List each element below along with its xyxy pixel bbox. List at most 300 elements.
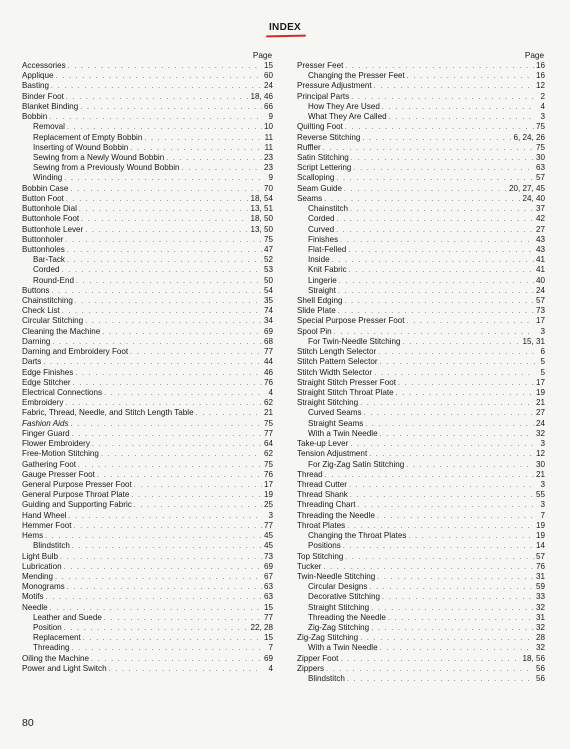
entry-page: 32 (535, 623, 545, 633)
entry-label: Embroidery (22, 398, 64, 408)
entry-page: 60 (263, 71, 273, 81)
entry-page: 74 (263, 306, 273, 316)
entry-page: 68 (263, 336, 273, 346)
entry-label: Check List (22, 306, 60, 316)
entry-page: 76 (263, 377, 273, 387)
page-column-header: Page (524, 51, 544, 60)
entry-page: 9 (268, 173, 273, 183)
index-entry (297, 562, 545, 572)
index-entry (297, 184, 545, 194)
leader-dots (343, 542, 534, 552)
entry-label: Free-Motion Stitching (22, 449, 99, 459)
entry-label: Sewing from a Previously Wound Bobbin (33, 163, 180, 173)
index-column-right (297, 51, 545, 684)
entry-page: 56 (535, 674, 545, 684)
index-entry (297, 306, 545, 316)
entry-label: Circular Designs (308, 582, 368, 592)
entry-label: Tension Adjustment (297, 449, 368, 459)
index-entry (297, 296, 545, 306)
index-entry (22, 603, 273, 613)
index-entry (297, 122, 545, 132)
index-entry (297, 490, 545, 500)
entry-page: 18, 50 (250, 214, 273, 224)
index-entry (297, 71, 545, 81)
entry-label: Zig-Zag Stitching (308, 623, 370, 633)
entry-page: 77 (263, 347, 273, 357)
entry-label: Thread Shank (297, 490, 348, 500)
leader-dots (377, 512, 535, 522)
index-entry (22, 194, 273, 204)
leader-dots (380, 430, 534, 440)
entry-label: Electrical Connections (22, 388, 103, 397)
index-entry (22, 388, 273, 398)
leader-dots (364, 409, 534, 419)
leader-dots (104, 614, 262, 624)
index-entry (22, 296, 273, 306)
entry-page: 11 (264, 142, 273, 152)
leader-dots (131, 491, 262, 501)
index-entry (297, 388, 545, 398)
leader-dots (196, 409, 262, 419)
entry-page: 44 (263, 357, 273, 367)
entry-label: Power and Light Switch (22, 663, 107, 673)
leader-dots (182, 164, 262, 174)
index-entry (297, 439, 545, 449)
entry-page: 45 (263, 541, 273, 551)
entry-label: Buttonholer (22, 234, 64, 244)
entry-label: Inserting of Wound Bobbin (33, 142, 129, 152)
index-entry (297, 133, 545, 143)
entry-page: 15, 31 (522, 336, 545, 346)
entry-page: 73 (535, 306, 545, 316)
entry-label: Replacement (33, 633, 81, 643)
entry-label: Hand Wheel (22, 510, 67, 520)
entry-page: 24, 40 (522, 193, 545, 203)
index-entry (22, 572, 273, 582)
index-entry (297, 143, 545, 153)
leader-dots (51, 82, 262, 92)
leader-dots (382, 593, 534, 603)
entry-label: Chainstitch (308, 204, 349, 214)
entry-page: 15 (263, 602, 273, 612)
entry-label: Gauge Presser Foot (22, 469, 95, 479)
index-entry (297, 235, 545, 245)
entry-label: Bar-Tack (33, 255, 65, 265)
entry-label: With a Twin Needle (308, 643, 378, 653)
entry-label: Sewing from a Newly Wound Bobbin (33, 152, 165, 162)
leader-dots (347, 675, 534, 685)
index-entry (297, 470, 545, 480)
index-entry (297, 153, 545, 163)
entry-page: 32 (535, 643, 545, 653)
entry-label: Presser Feet (297, 61, 344, 70)
index-entry (22, 449, 273, 459)
leader-dots (350, 491, 534, 501)
entry-page: 12 (535, 81, 545, 91)
entry-label: Take-up Lever (297, 439, 349, 449)
index-entry (297, 347, 545, 357)
entry-page: 2 (540, 91, 545, 101)
entry-page: 30 (535, 459, 545, 469)
entry-page: 33 (535, 592, 545, 602)
entry-page: 11 (264, 132, 273, 142)
leader-dots (75, 369, 262, 379)
entry-label: Corded (33, 265, 60, 275)
entry-label: General Purpose Throat Plate (22, 490, 130, 500)
entry-page: 56 (535, 663, 545, 673)
leader-dots (336, 226, 534, 236)
index-entry (22, 235, 273, 245)
leader-dots (349, 481, 535, 491)
index-entry (22, 143, 273, 153)
entry-label: Guiding and Supporting Fabric (22, 500, 132, 510)
leader-dots (130, 348, 262, 358)
leader-dots (345, 123, 534, 133)
entry-label: Thread Cutter (297, 479, 347, 489)
entry-label: Satin Stitching (297, 152, 349, 162)
index-entry (22, 643, 273, 653)
entry-label: Buttons (22, 285, 50, 295)
entry-page: 57 (535, 551, 545, 561)
leader-dots (73, 522, 262, 532)
index-entry (22, 500, 273, 510)
leader-dots (75, 297, 262, 307)
index-entry (297, 460, 545, 470)
leader-dots (358, 501, 536, 511)
entry-label: Decorative Stitching (308, 592, 380, 602)
index-entry (22, 439, 273, 449)
entry-label: Stitch Length Selector (297, 347, 377, 357)
entry-page: 10 (263, 122, 273, 132)
leader-dots (67, 583, 262, 593)
leader-dots (380, 358, 535, 368)
leader-dots (64, 624, 249, 634)
entry-label: Throat Plates (297, 520, 346, 530)
index-entry (297, 327, 545, 337)
index-entry (297, 572, 545, 582)
index-entry (22, 582, 273, 592)
leader-dots (351, 154, 534, 164)
entry-page: 22, 28 (250, 623, 273, 633)
index-entry (22, 337, 273, 347)
entry-page: 41 (535, 255, 545, 265)
index-entry (297, 449, 545, 459)
index-entry (297, 286, 545, 296)
entry-label: Reverse Stitching (297, 132, 361, 142)
entry-page: 17 (535, 316, 545, 326)
entry-page: 5 (540, 357, 545, 367)
entry-page: 19 (535, 531, 545, 541)
entry-page: 12 (535, 449, 545, 459)
entry-page: 24 (535, 418, 545, 428)
leader-dots (403, 338, 521, 348)
entry-label: Basting (22, 81, 49, 91)
index-entry (297, 357, 545, 367)
index-entry (297, 500, 545, 510)
entry-page: 24 (535, 285, 545, 295)
entry-label: Cleaning the Machine (22, 326, 101, 336)
entry-page: 31 (535, 571, 545, 581)
index-entry (22, 173, 273, 183)
entry-page: 32 (535, 602, 545, 612)
entry-label: With a Twin Needle (308, 428, 378, 438)
leader-dots (371, 624, 534, 634)
index-entry (22, 470, 273, 480)
leader-dots (71, 420, 262, 430)
index-entry (297, 552, 545, 562)
entry-label: Replacement of Empty Bobbin (33, 132, 143, 142)
leader-dots (345, 553, 534, 563)
entry-page: 66 (263, 101, 273, 111)
leader-dots (68, 62, 262, 72)
entry-label: Leather and Suede (33, 612, 102, 622)
leader-dots (166, 154, 262, 164)
entry-label: Circular Stitching (22, 316, 84, 326)
index-entry (297, 480, 545, 490)
leader-dots (332, 256, 534, 266)
entry-label: How They Are Used (308, 101, 380, 111)
leader-dots (407, 72, 534, 82)
entry-label: Zig-Zag Stitching (297, 633, 359, 643)
entry-label: Tucker (297, 561, 322, 571)
leader-dots (389, 113, 535, 123)
index-entry (297, 603, 545, 613)
leader-dots (408, 532, 534, 542)
leader-dots (323, 144, 534, 154)
entry-page: 4 (268, 663, 273, 673)
entry-label: Blindstitch (308, 674, 345, 684)
index-entry (22, 122, 273, 132)
entry-page: 57 (535, 296, 545, 306)
leader-dots (336, 174, 534, 184)
leader-dots (407, 317, 534, 327)
entry-label: Seams (297, 193, 323, 203)
leader-dots (67, 256, 262, 266)
index-entry (22, 133, 273, 143)
index-entry (22, 245, 273, 255)
entry-page: 3 (540, 439, 545, 449)
entry-page: 47 (263, 244, 273, 254)
leader-dots (350, 440, 535, 450)
leader-dots (45, 532, 262, 542)
entry-page: 70 (263, 183, 273, 193)
index-entry (297, 92, 545, 102)
entry-label: Position (33, 623, 62, 633)
entry-page: 6, 24, 26 (513, 132, 545, 142)
entry-page: 15 (263, 633, 273, 643)
index-entry (297, 337, 545, 347)
leader-dots (340, 655, 520, 665)
entry-page: 77 (263, 612, 273, 622)
index-entry (22, 633, 273, 643)
index-entry (22, 613, 273, 623)
entry-page: 75 (535, 122, 545, 132)
entry-page: 31 (535, 612, 545, 622)
leader-dots (365, 420, 534, 430)
entry-page: 41 (535, 265, 545, 275)
entry-label: Round-End (33, 275, 74, 285)
leader-dots (109, 665, 263, 675)
entry-page: 53 (263, 265, 273, 275)
entry-label: General Purpose Presser Foot (22, 479, 132, 489)
entry-label: Pressure Adjustment (297, 81, 372, 91)
entry-label: Removal (33, 122, 65, 132)
leader-dots (85, 226, 248, 236)
index-entry (22, 347, 273, 357)
entry-label: Buttonholes (22, 244, 65, 254)
index-entry (297, 255, 545, 265)
entry-label: Bobbin Case (22, 183, 69, 193)
entry-label: Motifs (22, 592, 44, 602)
entry-page: 75 (263, 459, 273, 469)
leader-dots (51, 287, 262, 297)
entry-label: Chainstitching (22, 296, 73, 306)
entry-page: 13, 51 (250, 204, 273, 214)
entry-label: Blanket Binding (22, 101, 79, 111)
entry-page: 3 (268, 510, 273, 520)
entry-label: Ruffler (297, 142, 321, 152)
entry-page: 14 (535, 541, 545, 551)
entry-label: Zippers (297, 663, 324, 673)
index-entry (22, 521, 273, 531)
entry-label: Oiling the Machine (22, 653, 90, 663)
index-entry (22, 541, 273, 551)
index-entry (297, 398, 545, 408)
index-entry (297, 531, 545, 541)
index-entry (22, 592, 273, 602)
entry-label: Needle (22, 602, 48, 612)
leader-dots (360, 399, 534, 409)
entry-page: 13, 50 (250, 224, 273, 234)
index-entry (22, 398, 273, 408)
entry-label: Button Foot (22, 193, 64, 203)
entry-page: 24 (263, 81, 273, 91)
index-entry (297, 102, 545, 112)
index-entry (297, 664, 545, 674)
leader-dots (134, 481, 262, 491)
entry-page: 64 (263, 439, 273, 449)
index-entry (22, 511, 273, 521)
leader-dots (396, 389, 534, 399)
entry-label: Winding (33, 173, 63, 183)
index-entry (297, 623, 545, 633)
entry-label: Seam Guide (297, 183, 342, 193)
entry-page: 55 (535, 490, 545, 500)
leader-dots (326, 665, 534, 675)
index-entry (297, 643, 545, 653)
entry-label: Changing the Presser Feet (308, 71, 405, 81)
leader-dots (104, 389, 263, 399)
leader-dots (85, 317, 262, 327)
leader-dots (374, 369, 535, 379)
index-entry (22, 368, 273, 378)
leader-dots (348, 246, 534, 256)
leader-dots (134, 501, 262, 511)
entry-page: 20, 27, 45 (508, 183, 545, 193)
leader-dots (337, 215, 534, 225)
index-entry (22, 184, 273, 194)
entry-page: 76 (535, 561, 545, 571)
entry-label: Finishes (308, 234, 339, 244)
entry-page: 54 (263, 285, 273, 295)
page-column-header: Page (252, 51, 272, 60)
leader-dots (144, 134, 262, 144)
entry-label: Light Bulb (22, 551, 58, 561)
entry-page: 18, 46 (250, 91, 273, 101)
entry-page: 43 (535, 234, 545, 244)
entry-label: Darts (22, 357, 42, 367)
entry-page: 73 (263, 551, 273, 561)
entry-page: 75 (263, 418, 273, 428)
entry-page: 4 (268, 388, 273, 397)
entry-page: 30 (535, 152, 545, 162)
index-entry (22, 408, 273, 418)
entry-label: Flower Embroidery (22, 439, 90, 449)
index-entry (297, 245, 545, 255)
entry-label: Binder Foot (22, 91, 64, 101)
leader-dots (69, 512, 263, 522)
entry-label: Accessories (22, 61, 66, 70)
leader-dots (324, 195, 520, 205)
index-entry (297, 408, 545, 418)
index-entry (22, 225, 273, 235)
index-entry (297, 592, 545, 602)
entry-label: Buttonhole Dial (22, 204, 77, 214)
index-entry (297, 368, 545, 378)
entry-label: Straight (308, 285, 336, 295)
leader-dots (398, 379, 534, 389)
leader-dots (325, 471, 534, 481)
leader-dots (92, 440, 262, 450)
index-entry (297, 112, 545, 122)
leader-dots (374, 82, 534, 92)
entry-label: Fashion Aids (22, 418, 69, 428)
entry-label: Darning and Embroidery Foot (22, 347, 129, 357)
leader-dots (76, 277, 262, 287)
entry-page: 52 (263, 255, 273, 265)
index-entry (297, 81, 545, 91)
entry-page: 76 (263, 469, 273, 479)
index-entry (22, 327, 273, 337)
leader-dots (338, 287, 534, 297)
entry-label: Monograms (22, 582, 65, 592)
entry-label: Thread (297, 469, 323, 479)
entry-label: Buttonhole Foot (22, 214, 80, 224)
entry-page: 9 (268, 112, 273, 122)
entry-page: 59 (535, 582, 545, 592)
entry-label: What They Are Called (308, 112, 387, 122)
index-entry (22, 153, 273, 163)
leader-dots (62, 307, 262, 317)
entry-page: 5 (540, 367, 545, 377)
leader-dots (360, 634, 534, 644)
index-entry (297, 419, 545, 429)
entry-page: 19 (535, 520, 545, 530)
index-entry (22, 316, 273, 326)
entry-page: 16 (535, 71, 545, 81)
index-entry (297, 163, 545, 173)
leader-dots (60, 553, 262, 563)
entry-page: 7 (268, 643, 273, 653)
page-number: 80 (22, 717, 34, 729)
entry-page: 57 (535, 173, 545, 183)
entry-label: Lingerie (308, 275, 337, 285)
entry-label: Lubrication (22, 561, 62, 571)
index-title: INDEX (268, 22, 302, 33)
entry-label: Straight Seams (308, 418, 364, 428)
leader-dots (56, 72, 262, 82)
index-entry (297, 316, 545, 326)
